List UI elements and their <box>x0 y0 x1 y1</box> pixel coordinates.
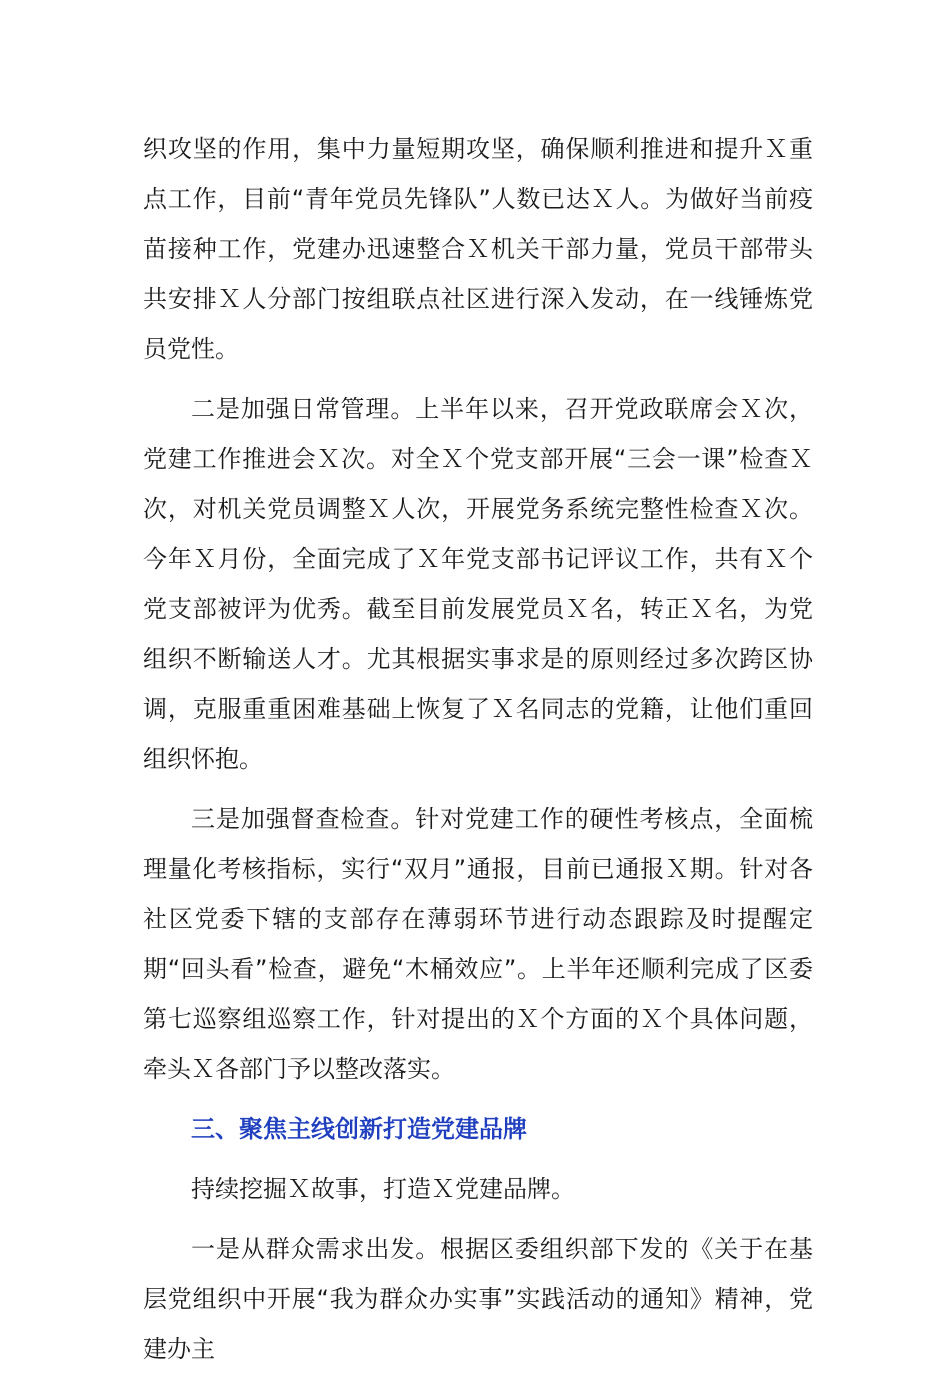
document-body <box>143 124 813 1384</box>
paragraph-public-needs: 一是从群众需求出发。根据区委组织部下发的《关于在基层党组织中开展“我为群众办实事”实践活动的通知》精神，党建办主 <box>143 1235 813 1363</box>
paragraph-supervision-inspection: 三是加强督查检查。针对党建工作的硬性考核点，全面梳理量化考核指标，实行“双月”通报，目前已通报Ｘ期。针对各社区党委下辖的支部存在薄弱环节进行动态跟踪及时提醒定期“回头看”检查，避免“木桶效应”。上半年还顺利完成了区委第七巡察组巡察工作，针对提出的Ｘ个方面的Ｘ个具体问题，牵头Ｘ各部门予以整改落实。 <box>143 805 813 1083</box>
section-heading: 三、聚焦主线创新打造党建品牌 <box>191 1115 527 1143</box>
paragraph-brand-intro: 持续挖掘Ｘ故事，打造Ｘ党建品牌。 <box>191 1175 575 1203</box>
paragraph-continuation: 织攻坚的作用，集中力量短期攻坚，确保顺利推进和提升Ｘ重点工作，目前“青年党员先锋队”人数已达Ｘ人。为做好当前疫苗接种工作，党建办迅速整合Ｘ机关干部力量，党员干部带头共安排Ｘ人分部门按组联点社区进行深入发动，在一线锤炼党员党性。 <box>143 135 813 363</box>
paragraph-daily-management: 二是加强日常管理。上半年以来，召开党政联席会Ｘ次，党建工作推进会Ｘ次。对全Ｘ个党支部开展“三会一课”检查Ｘ次，对机关党员调整Ｘ人次，开展党务系统完整性检查Ｘ次。今年Ｘ月份，全面完成了Ｘ年党支部书记评议工作，共有Ｘ个党支部被评为优秀。截至目前发展党员Ｘ名，转正Ｘ名，为党组织不断输送人才。尤其根据实事求是的原则经过多次跨区协调，克服重重困难基础上恢复了Ｘ名同志的党籍，让他们重回组织怀抱。 <box>143 395 813 773</box>
